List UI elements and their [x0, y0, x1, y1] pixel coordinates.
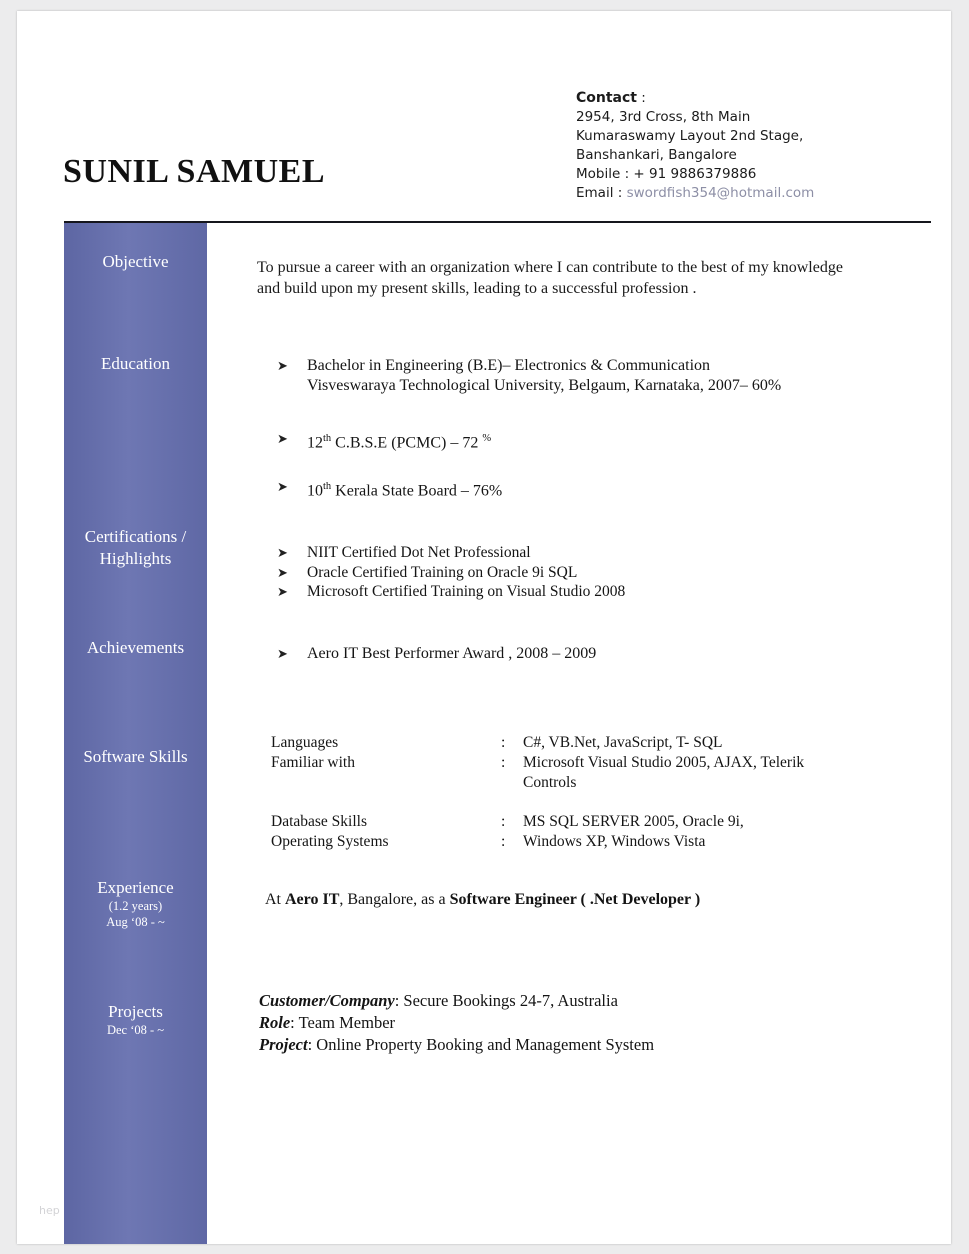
sidebar-item-sublabel-2: Aug ‘08 - ~ — [106, 914, 165, 929]
arrow-bullet-icon: ➤ — [277, 545, 288, 560]
sidebar-item-objective — [64, 251, 207, 273]
skill-value-line-1: Microsoft Visual Studio 2005, AJAX, Telerik — [523, 754, 805, 771]
arrow-bullet-icon: ➤ — [277, 646, 288, 661]
arrow-bullet-icon: ➤ — [277, 565, 288, 580]
watermark-text: hep — [39, 1204, 60, 1217]
contact-email-row — [576, 184, 896, 203]
project-label: Project — [259, 1035, 308, 1054]
sidebar-item-sublabel: Dec ‘08 - ~ — [106, 1023, 165, 1037]
education-line-2: Visveswaraya Technological University, Belgaum, Karnataka, 2007– 60% — [307, 377, 782, 394]
education-bullet-text — [307, 477, 502, 501]
skill-key: Operating Systems — [271, 833, 389, 850]
skill-value: MS SQL SERVER 2005, Oracle 9i, — [523, 813, 744, 830]
skill-separator: : — [501, 734, 506, 751]
contact-colon: : — [641, 90, 646, 106]
sidebar-item-certifications — [64, 526, 207, 569]
education-grade-tail: % — [482, 433, 492, 444]
table-row — [271, 733, 903, 753]
contact-address-line-2: Kumaraswamy Layout 2nd Stage, — [576, 128, 804, 144]
certification-text: Microsoft Certified Training on Visual Studio 2008 — [307, 583, 626, 600]
project-value: Team Member — [294, 1013, 396, 1032]
contact-address-line-3: Banshankari, Bangalore — [576, 147, 737, 163]
education-grade-pre: 10 — [307, 482, 323, 500]
contact-email-link[interactable]: swordfish354@hotmail.com — [626, 185, 815, 201]
education-grade-post: C.B.S.E (PCMC) – 72 — [331, 434, 483, 452]
certification-text: NIIT Certified Dot Net Professional — [307, 544, 531, 561]
skill-value — [523, 753, 903, 793]
project-row — [259, 1012, 654, 1034]
sidebar-item-label-2: Highlights — [99, 549, 172, 568]
education-bullet-text — [307, 429, 491, 453]
contact-block — [576, 89, 896, 203]
page-title: SUNIL SAMUEL — [63, 153, 326, 190]
project-row — [259, 1034, 654, 1056]
sidebar-item-achievements — [64, 637, 207, 659]
sidebar-item-projects — [64, 1001, 207, 1039]
contact-address-line-1: 2954, 3rd Cross, 8th Main — [576, 109, 751, 125]
project-label: Customer/Company — [259, 991, 395, 1010]
certification-bullet — [277, 563, 877, 583]
sidebar-item-label: Certifications / — [84, 527, 187, 546]
arrow-bullet-icon: ➤ — [277, 358, 288, 373]
project-row — [259, 990, 654, 1012]
education-bullet — [277, 477, 777, 501]
education-grade-sup: th — [323, 481, 332, 492]
certification-bullet — [277, 543, 877, 563]
project-separator: : — [307, 1035, 313, 1054]
achievement-text: Aero IT Best Performer Award , 2008 – 2009 — [307, 645, 597, 662]
sidebar-item-software-skills — [64, 746, 207, 768]
experience-middle: , Bangalore, as a — [339, 891, 450, 908]
experience-role: Software Engineer ( .Net Developer ) — [449, 891, 701, 908]
sidebar-item-label: Experience — [97, 878, 174, 897]
experience-line — [265, 891, 700, 909]
experience-prefix: At — [265, 891, 285, 908]
skill-separator: : — [501, 754, 506, 771]
skill-key: Familiar with — [271, 754, 355, 771]
objective-line-2: knowledge and build upon my present skills, leading to a successful profession . — [257, 259, 843, 297]
education-line-1: Bachelor in Engineering (B.E)– Electronics & Communication — [307, 357, 711, 374]
education-bullet — [277, 429, 777, 453]
arrow-bullet-icon: ➤ — [277, 584, 288, 599]
certification-text: Oracle Certified Training on Oracle 9i SQL — [307, 564, 578, 581]
certification-bullet — [277, 582, 877, 602]
sidebar-item-sublabel: (1.2 years) — [108, 899, 163, 913]
contact-mobile: Mobile : + 91 9886379886 — [576, 166, 757, 182]
resume-page — [17, 11, 951, 1244]
education-bullet — [277, 356, 897, 396]
contact-label: Contact — [576, 90, 637, 106]
sidebar-item-label: Software Skills — [83, 747, 188, 766]
education-grade-post: Kerala State Board – 76% — [331, 482, 503, 500]
table-row — [271, 753, 903, 793]
skill-value: Windows XP, Windows Vista — [523, 833, 706, 850]
skill-key: Languages — [271, 734, 339, 751]
experience-company: Aero IT — [285, 891, 340, 908]
project-separator: : — [290, 1013, 295, 1032]
skill-value-line-2: Controls — [523, 774, 577, 791]
objective-line-1: To pursue a career with an organization where I can contribute to the best of my — [257, 259, 769, 276]
education-bullet-text — [307, 356, 781, 396]
table-row — [271, 832, 903, 852]
arrow-bullet-icon: ➤ — [277, 479, 288, 494]
project-value: Secure Bookings 24-7, Australia — [399, 991, 618, 1010]
skill-separator: : — [501, 833, 506, 850]
sidebar-item-label: Objective — [102, 252, 169, 271]
contact-email-label: Email : — [576, 185, 623, 201]
sidebar-item-experience — [64, 877, 207, 930]
projects-block — [259, 990, 654, 1056]
skill-separator: : — [501, 813, 506, 830]
skill-value: C#, VB.Net, JavaScript, T- SQL — [523, 734, 723, 751]
software-skills-table — [271, 733, 903, 852]
sidebar — [64, 223, 207, 1244]
sidebar-item-label: Projects — [108, 1002, 163, 1021]
project-separator: : — [394, 991, 400, 1010]
contact-heading — [576, 89, 896, 108]
project-label: Role — [259, 1013, 291, 1032]
education-grade-sup: th — [323, 433, 332, 444]
sidebar-item-label: Education — [101, 354, 170, 373]
sidebar-item-education — [64, 353, 207, 375]
table-row — [271, 812, 903, 832]
education-grade-pre: 12 — [307, 434, 323, 452]
achievement-bullet — [277, 644, 877, 664]
sidebar-item-label: Achievements — [86, 638, 185, 657]
skill-key: Database Skills — [271, 813, 367, 830]
arrow-bullet-icon: ➤ — [277, 431, 288, 446]
content-area — [207, 223, 951, 1244]
project-value: Online Property Booking and Management System — [312, 1035, 655, 1054]
objective-text — [257, 257, 857, 299]
